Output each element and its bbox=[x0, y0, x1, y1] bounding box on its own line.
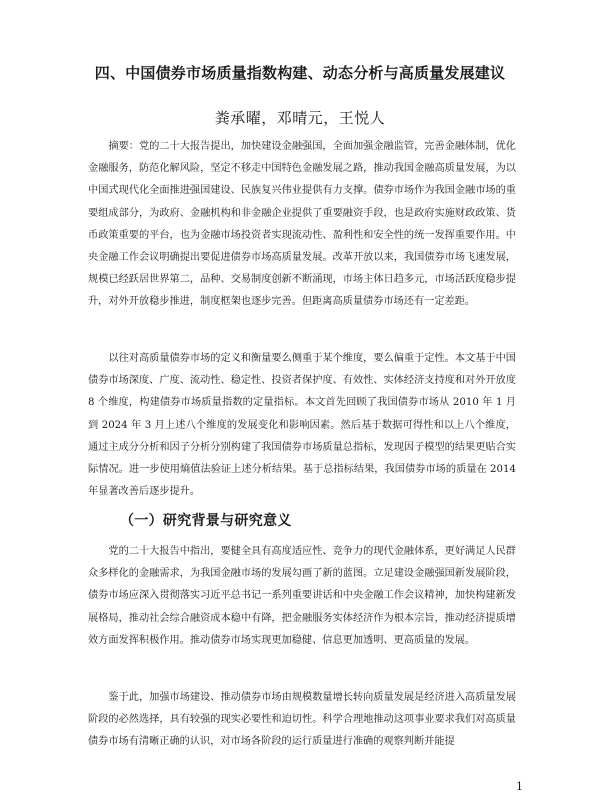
section-heading: （一）研究背景与研究意义 bbox=[120, 513, 292, 529]
page-number: 1 bbox=[516, 780, 523, 793]
abstract-paragraph: 摘要：党的二十大报告提出，加快建设金融强国，全面加强金融监管，完善金融体制，优化金融服务，防范化解风险，坚定不移走中国特色金融发展之路，推动我国金融高质量发展，为以中国式现代化全面推进强国建设、民族复兴伟业提供有力支撑。债券市场作为我国金融市场的重要组成部分，为政府、金融机构和非金融企业提供了重要融资手段，也是政府实施财政政策、货币政策重要的平台，也为金融市场投资者实现流动性、盈利性和安全性的统一发挥重要作用。中央金融工作会议明确提出要促进债券市场高质量发展。改革开放以来，我国债券市场飞速发展，规模已经跃居世界第二，品种、交易制度创新不断涌现，市场主体日趋多元，市场活跃度稳步提升，对外开放稳步推进，制度框架也逐步完善。但距离高质量债券市场还有一定差距。 bbox=[88, 141, 516, 308]
body-paragraph-significance: 鉴于此，加强市场建设、推动债券市场由规模数量增长转向质量发展是经济进入高质量发展阶段的必然选择，具有较强的现实必要性和迫切性。科学合理地推动这项事业要求我们对高质量债券市场有清晰正确的认识，对市场各阶段的运行质量进行准确的观察判断并能提 bbox=[88, 692, 516, 748]
body-paragraph-definition: 以往对高质量债券市场的定义和衡量要么侧重于某个维度，要么偏重于定性。本文基于中国债券市场深度、广度、流动性、稳定性、投资者保护度、有效性、实体经济支持度和对外开放度 8 个维度，构建债券市场质量指数的定量指标。本文首先回顾了我国债券市场从 2010 年 1 月到 2024 年 3 月上述八个维度的发展变化和影响因素。然后基于数据可得性和以上八个维度，通过主成分分析和因子分析分别构建了我国债券市场质量总指标，发现因子模型的结果更贴合实际情况。进一步使用熵值法验证上述分析结果。基于总指标结果，我国债券市场的质量在 2014 年显著改善后逐步提升。 bbox=[88, 353, 516, 498]
paper-title: 四、中国债券市场质量指数构建、动态分析与高质量发展建议 bbox=[94, 64, 506, 82]
author-list: 粪承曜，邓晴元，王悦人 bbox=[214, 109, 386, 127]
body-paragraph-background: 党的二十大报告中指出，要健全具有高度适应性、竞争力的现代金融体系，更好满足人民群众多样化的金融需求，为我国金融市场的发展勾画了新的蓝图。立足建设金融强国新发展阶段，债券市场应深入贯彻落实习近平总书记一系列重要讲话和中央金融工作会议精神，加快构建新发展格局，推动社会综合融资成本稳中有降，把金融服务实体经济作为根本宗旨，推动经济提质增效方面发挥积极作用。推动债券市场实现更加稳健、信息更加透明、更高质量的发展。 bbox=[88, 546, 516, 646]
